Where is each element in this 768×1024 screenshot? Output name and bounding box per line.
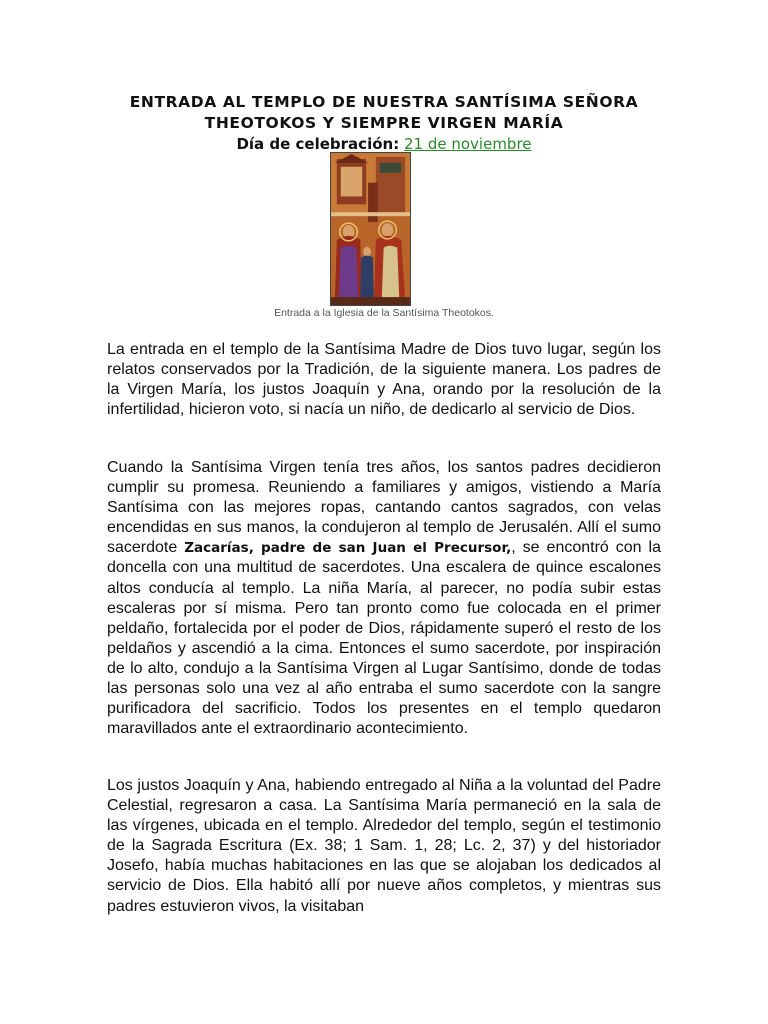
paragraph-3: Los justos Joaquín y Ana, habiendo entregado al Niña a la voluntad del Padre Celestial, regresaron a casa. La Santísima María permaneció en la sala de las vírgenes, ubicada en el templo. Alrededor del templo, según el testimonio de la Sagrada Escritura (Ex. 38; 1 Sam. 1, 28; Lc. 2, 37) y del historiador Josefo, había muchas habitaciones en las que se alojaban los dedicados al servicio de Dios. Ella habitó allí por nueve años completos, y mientras sus padres estuvieron vivos, la visitaban <box>107 777 661 915</box>
theotokos-entry-icon <box>330 152 411 306</box>
zacarias-name: Zacarías, padre de san Juan el Precursor, <box>184 540 512 557</box>
celebration-label: Día de celebración: <box>236 135 400 153</box>
paragraph-2-start: Cuando la Santísima Virgen tenía tres años, los santos padres decidieron cumplir su promesa. Reuniendo a familiares y amigos, vistiendo a María Santísima con las mejores ropas, cantando cantos sagrados, con velas encendidas en sus manos, la condujeron al templo de Jerusalén. Allí el sumo sacerdote <box>107 459 661 557</box>
figure-caption: Entrada a la Iglesia de la Santísima Theotokos. <box>274 307 494 319</box>
paragraph-2-end: , se encontró con la doncella con una multitud de sacerdotes. Una escalera de quince escalones altos conducía al templo. La niña María, al parecer, no podía subir estas escaleras por sí misma. Pero tan pronto como fue colocada en el primer peldaño, fortalecida por el poder de Dios, rápidamente superó el resto de los peldaños y ascendió a la cima. Entonces el sumo sacerdote, por inspiración de lo alto, condujo a la Santísima Virgen al Lugar Santísimo, donde de todas las personas solo una vez al año entraba el sumo sacerdote con la sangre purificadora del sacrificio. Todos los presentes en el templo quedaron maravillados ante el extraordinario acontecimiento. <box>107 539 662 738</box>
title-line-2: THEOTOKOS Y SIEMPRE VIRGEN MARÍA <box>204 114 564 132</box>
paragraph-2 <box>107 458 661 739</box>
document-header <box>100 92 668 155</box>
celebration-date-link[interactable]: 21 de noviembre <box>403 135 532 153</box>
title-line-1: ENTRADA AL TEMPLO DE NUESTRA SANTÍSIMA SEÑORA <box>129 93 639 111</box>
paragraph-1: La entrada en el templo de la Santísima Madre de Dios tuvo lugar, según los relatos conservados por la Tradición, de la siguiente manera. Los padres de la Virgen María, los justos Joaquín y Ana, orando por la resolución de la infertilidad, hicieron voto, si nacía un niño, de dedicarlo al servicio de Dios. <box>107 341 661 419</box>
